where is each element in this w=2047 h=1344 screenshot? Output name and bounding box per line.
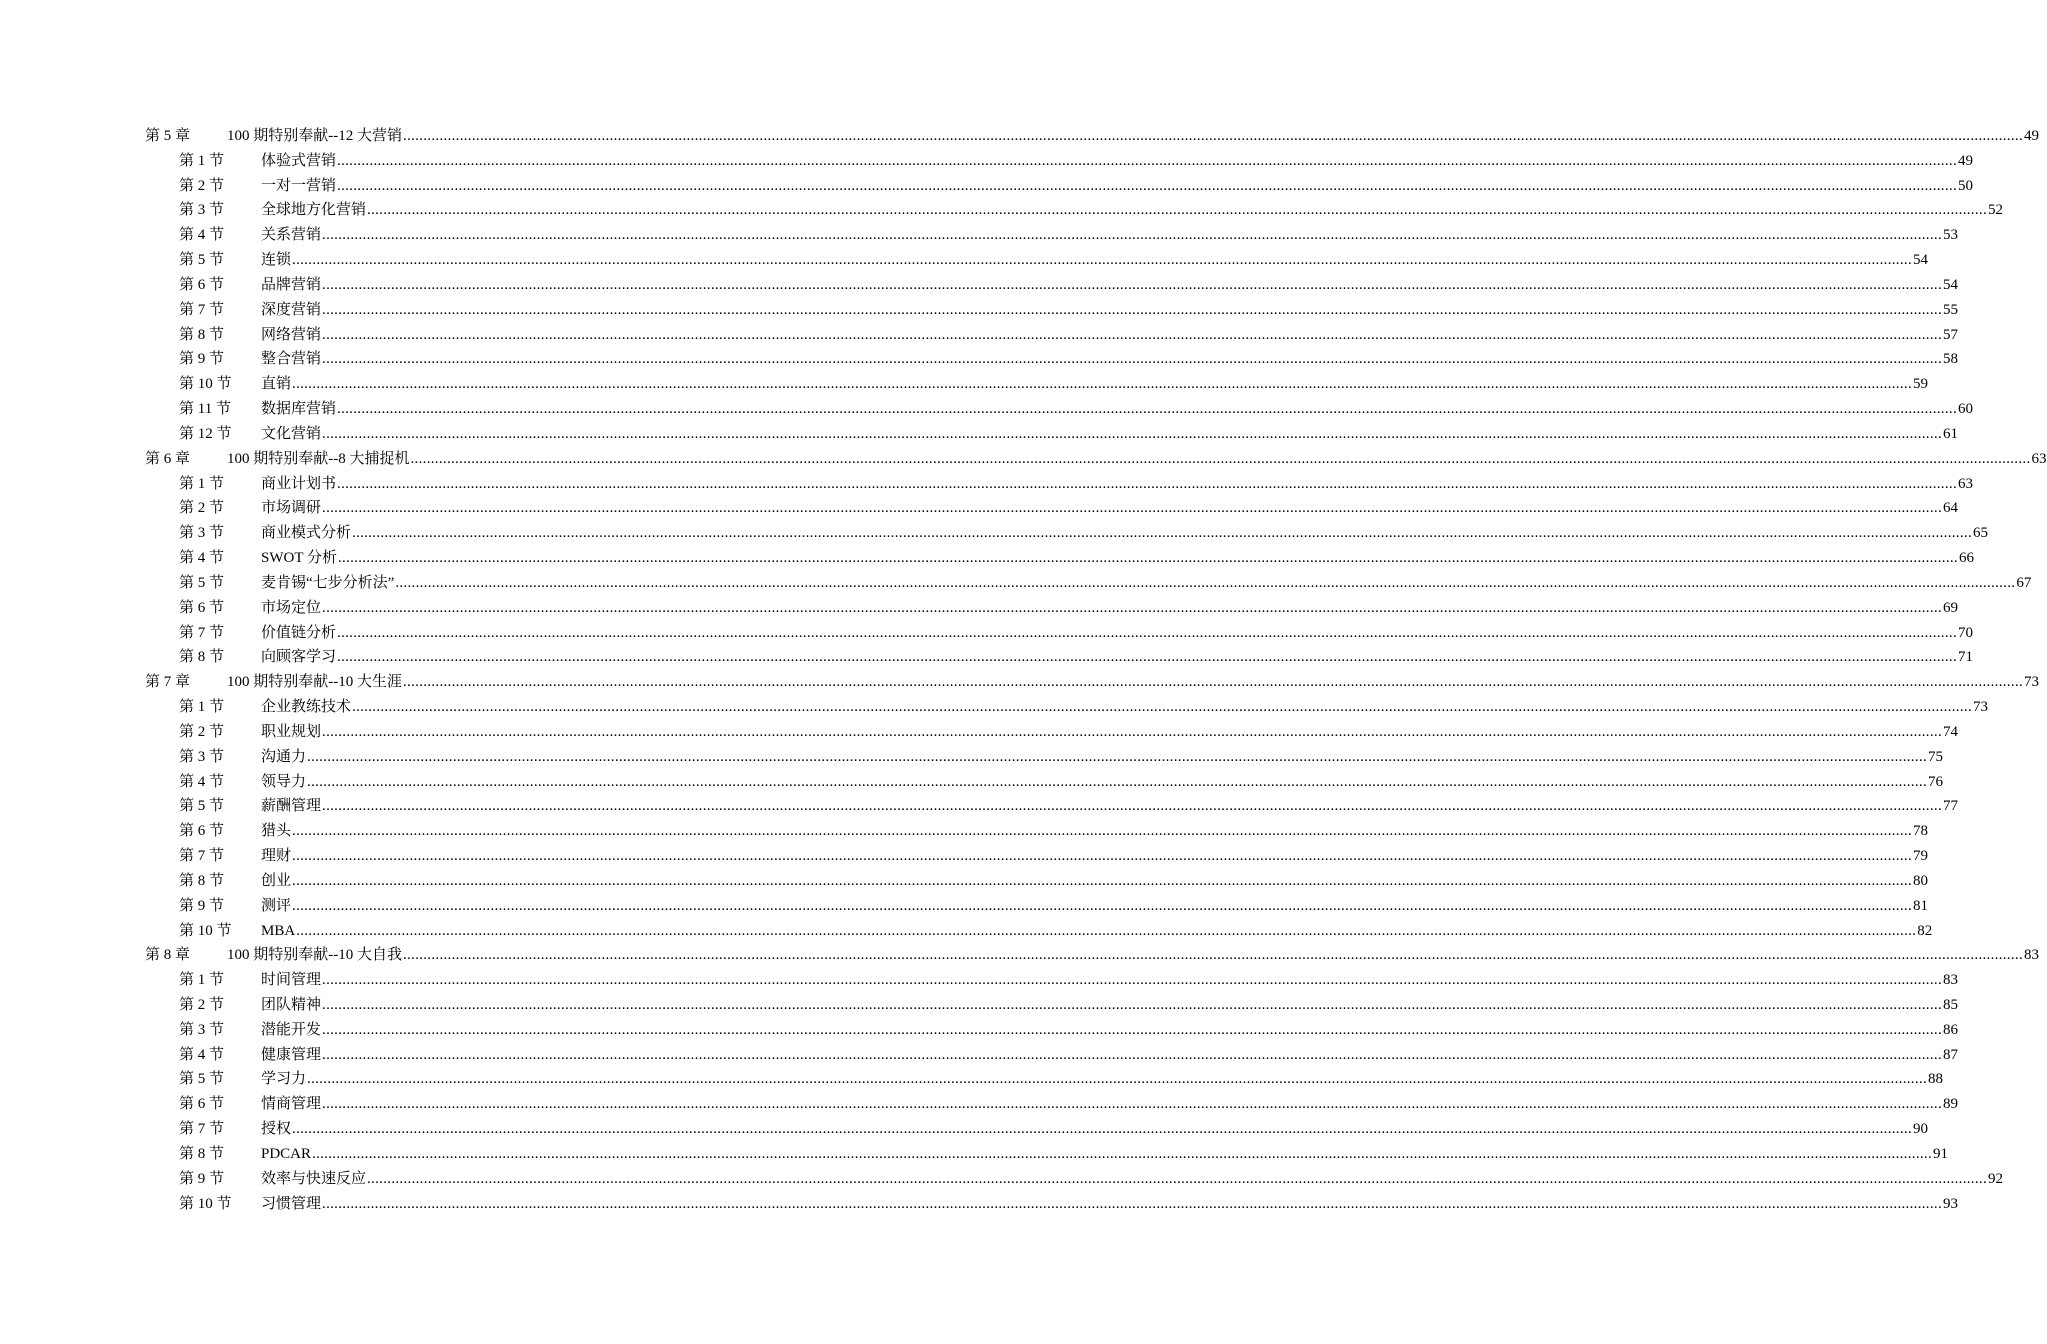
toc-section-entry bbox=[145, 596, 1959, 621]
toc-entry-number: 第 2 节 bbox=[179, 996, 225, 1013]
toc-entry-number: 第 2 节 bbox=[179, 177, 225, 194]
toc-entry-title: 深度营销 bbox=[261, 301, 322, 318]
toc-entry-page-number: 55 bbox=[1943, 301, 1959, 318]
dot-leader: ................................................................................................................................................................................................................................................................................................................................................................................................................ bbox=[403, 947, 2023, 964]
toc-entry-number: 第 8 节 bbox=[179, 1145, 225, 1162]
toc-entry-title: 沟通力 bbox=[261, 748, 307, 765]
toc-entry-title-line bbox=[261, 174, 1974, 199]
toc-entry-title-line bbox=[261, 248, 1929, 273]
toc-entry-number: 第 10 节 bbox=[179, 376, 232, 393]
toc-entry-number: 第 5 节 bbox=[179, 798, 225, 815]
toc-section-entry bbox=[145, 720, 1959, 745]
toc-section-entry bbox=[145, 1142, 1949, 1167]
toc-section-entry bbox=[145, 1092, 1959, 1117]
toc-entry-title-line bbox=[261, 496, 1959, 521]
dot-leader: ................................................................................................................................................................................................................................................................................................................................................................................................................ bbox=[410, 450, 2031, 467]
toc-entry-title: 关系营销 bbox=[261, 227, 322, 244]
toc-entry-page-number: 69 bbox=[1943, 599, 1959, 616]
toc-entry-title-line bbox=[261, 422, 1959, 447]
toc-entry-title-line bbox=[261, 223, 1959, 248]
toc-entry-number: 第 4 节 bbox=[179, 227, 225, 244]
dot-leader: ................................................................................................................................................................................................................................................................................................................................................................................................................ bbox=[367, 202, 1988, 219]
toc-entry-title: 100 期特别奉献--10 大自我 bbox=[227, 947, 402, 964]
toc-entry-page-number: 60 bbox=[1958, 401, 1974, 418]
toc-section-entry bbox=[145, 1167, 2004, 1192]
toc-entry-title-line bbox=[261, 1192, 1959, 1217]
toc-entry-title: 薪酬管理 bbox=[261, 798, 322, 815]
toc-entry-page-number: 92 bbox=[1988, 1170, 2004, 1187]
toc-entry-page-number: 57 bbox=[1943, 326, 1959, 343]
dot-leader: ................................................................................................................................................................................................................................................................................................................................................................................................................ bbox=[292, 872, 1913, 889]
toc-entry-page-number: 50 bbox=[1958, 177, 1974, 194]
toc-entry-page-number: 49 bbox=[1958, 152, 1974, 169]
dot-leader: ................................................................................................................................................................................................................................................................................................................................................................................................................ bbox=[337, 177, 1958, 194]
toc-section-entry bbox=[145, 174, 1974, 199]
dot-leader: ................................................................................................................................................................................................................................................................................................................................................................................................................ bbox=[307, 773, 1928, 790]
dot-leader: ................................................................................................................................................................................................................................................................................................................................................................................................................ bbox=[337, 624, 1958, 641]
toc-entry-title: 情商管理 bbox=[261, 1096, 322, 1113]
toc-section-entry bbox=[145, 968, 1959, 993]
toc-entry-number: 第 6 节 bbox=[179, 823, 225, 840]
toc-entry-title-line bbox=[261, 273, 1959, 298]
toc-entry-title: 学习力 bbox=[261, 1071, 307, 1088]
toc-entry-page-number: 85 bbox=[1943, 996, 1959, 1013]
toc-entry-title-line bbox=[261, 198, 2004, 223]
toc-section-entry bbox=[145, 273, 1959, 298]
toc-entry-title: 企业教练技术 bbox=[261, 699, 352, 716]
toc-entry-number: 第 1 节 bbox=[179, 972, 225, 989]
toc-section-entry bbox=[145, 496, 1959, 521]
toc-entry-page-number: 93 bbox=[1943, 1195, 1959, 1212]
toc-entry-title-line bbox=[227, 124, 2039, 149]
toc-entry-page-number: 66 bbox=[1958, 550, 1974, 567]
toc-entry-title: 连锁 bbox=[261, 252, 292, 269]
toc-entry-title: 全球地方化营销 bbox=[261, 202, 367, 219]
toc-entry-title-line bbox=[261, 596, 1959, 621]
toc-entry-title: 商业模式分析 bbox=[261, 525, 352, 542]
toc-chapter-entry bbox=[145, 447, 2047, 472]
toc-entry-page-number: 81 bbox=[1913, 897, 1929, 914]
dot-leader: ................................................................................................................................................................................................................................................................................................................................................................................................................ bbox=[337, 475, 1958, 492]
dot-leader: ................................................................................................................................................................................................................................................................................................................................................................................................................ bbox=[337, 550, 1958, 567]
toc-entry-number: 第 11 节 bbox=[179, 401, 231, 418]
toc-entry-title: 100 期特别奉献--10 大生涯 bbox=[227, 674, 402, 691]
toc-entry-page-number: 77 bbox=[1943, 798, 1959, 815]
dot-leader: ................................................................................................................................................................................................................................................................................................................................................................................................................ bbox=[292, 1121, 1913, 1138]
toc-section-entry bbox=[145, 1117, 1929, 1142]
toc-section-entry bbox=[145, 844, 1929, 869]
toc-entry-title: 市场定位 bbox=[261, 599, 322, 616]
toc-entry-title: 整合营销 bbox=[261, 351, 322, 368]
toc-entry-title-line bbox=[261, 794, 1959, 819]
toc-entry-page-number: 76 bbox=[1928, 773, 1944, 790]
dot-leader: ................................................................................................................................................................................................................................................................................................................................................................................................................ bbox=[322, 276, 1943, 293]
dot-leader: ................................................................................................................................................................................................................................................................................................................................................................................................................ bbox=[292, 897, 1913, 914]
dot-leader: ................................................................................................................................................................................................................................................................................................................................................................................................................ bbox=[322, 972, 1943, 989]
toc-entry-title: 一对一营销 bbox=[261, 177, 337, 194]
toc-section-entry bbox=[145, 372, 1929, 397]
dot-leader: ................................................................................................................................................................................................................................................................................................................................................................................................................ bbox=[322, 1195, 1943, 1212]
toc-entry-title-line bbox=[227, 670, 2039, 695]
toc-entry-page-number: 58 bbox=[1943, 351, 1959, 368]
toc-entry-title-line bbox=[261, 645, 1974, 670]
toc-section-entry bbox=[145, 745, 1944, 770]
dot-leader: ................................................................................................................................................................................................................................................................................................................................................................................................................ bbox=[322, 996, 1943, 1013]
toc-entry-page-number: 67 bbox=[2016, 574, 2032, 591]
toc-entry-title: 网络营销 bbox=[261, 326, 322, 343]
dot-leader: ................................................................................................................................................................................................................................................................................................................................................................................................................ bbox=[322, 1096, 1943, 1113]
dot-leader: ................................................................................................................................................................................................................................................................................................................................................................................................................ bbox=[307, 1071, 1928, 1088]
toc-section-entry bbox=[145, 521, 1989, 546]
toc-entry-title-line bbox=[261, 1018, 1959, 1043]
toc-entry-title: 文化营销 bbox=[261, 425, 322, 442]
toc-entry-page-number: 86 bbox=[1943, 1021, 1959, 1038]
toc-entry-title-line bbox=[261, 919, 1933, 944]
toc-section-entry bbox=[145, 223, 1959, 248]
toc-entry-title: 潜能开发 bbox=[261, 1021, 322, 1038]
toc-entry-number: 第 1 节 bbox=[179, 152, 225, 169]
toc-entry-title: 测评 bbox=[261, 897, 292, 914]
toc-section-entry bbox=[145, 248, 1929, 273]
toc-entry-title-line bbox=[261, 149, 1974, 174]
toc-section-entry bbox=[145, 571, 2032, 596]
toc-entry-page-number: 63 bbox=[1958, 475, 1974, 492]
toc-entry-page-number: 73 bbox=[2024, 674, 2039, 691]
dot-leader: ................................................................................................................................................................................................................................................................................................................................................................................................................ bbox=[292, 252, 1913, 269]
toc-entry-title: 100 期特别奉献--8 大捕捉机 bbox=[227, 450, 410, 467]
toc-section-entry bbox=[145, 323, 1959, 348]
toc-entry-title-line bbox=[261, 1167, 2004, 1192]
toc-entry-page-number: 54 bbox=[1913, 252, 1929, 269]
toc-section-entry bbox=[145, 695, 1989, 720]
toc-entry-number: 第 8 节 bbox=[179, 872, 225, 889]
toc-entry-number: 第 9 节 bbox=[179, 1170, 225, 1187]
toc-entry-title-line bbox=[261, 621, 1974, 646]
toc-entry-title: 数据库营销 bbox=[261, 401, 337, 418]
toc-section-entry bbox=[145, 1067, 1944, 1092]
toc-entry-number: 第 7 节 bbox=[179, 301, 225, 318]
toc-entry-page-number: 61 bbox=[1943, 425, 1959, 442]
toc-entry-number: 第 5 章 bbox=[145, 128, 191, 144]
toc-entry-title-line bbox=[261, 546, 1974, 571]
toc-entry-number: 第 7 节 bbox=[179, 624, 225, 641]
toc-entry-title-line bbox=[261, 397, 1974, 422]
toc-entry-title: 职业规划 bbox=[261, 723, 322, 740]
toc-entry-page-number: 71 bbox=[1958, 649, 1974, 666]
toc-section-entry bbox=[145, 819, 1929, 844]
toc-entry-title: SWOT 分析 bbox=[261, 550, 337, 567]
toc-entry-title: 直销 bbox=[261, 376, 292, 393]
toc-entry-number: 第 2 节 bbox=[179, 500, 225, 517]
toc-section-entry bbox=[145, 645, 1974, 670]
toc-entry-title: 麦肯锡“七步分析法” bbox=[261, 574, 395, 591]
toc-entry-title-line bbox=[261, 1117, 1929, 1142]
toc-entry-page-number: 82 bbox=[1917, 922, 1933, 939]
toc-entry-title: 猎头 bbox=[261, 823, 292, 840]
toc-entry-title: 向顾客学习 bbox=[261, 649, 337, 666]
toc-entry-number: 第 7 章 bbox=[145, 674, 191, 691]
toc-entry-page-number: 89 bbox=[1943, 1096, 1959, 1113]
dot-leader: ................................................................................................................................................................................................................................................................................................................................................................................................................ bbox=[322, 500, 1943, 517]
toc-entry-number: 第 8 节 bbox=[179, 649, 225, 666]
toc-entry-title: 100 期特别奉献--12 大营销 bbox=[227, 128, 402, 144]
toc-section-entry bbox=[145, 1043, 1959, 1068]
toc-entry-title-line bbox=[261, 372, 1929, 397]
toc-entry-title: 品牌营销 bbox=[261, 276, 322, 293]
toc-section-entry bbox=[145, 397, 1974, 422]
toc-chapter-entry bbox=[145, 124, 2039, 149]
dot-leader: ................................................................................................................................................................................................................................................................................................................................................................................................................ bbox=[352, 525, 1973, 542]
toc-entry-page-number: 87 bbox=[1943, 1046, 1959, 1063]
toc-entry-number: 第 3 节 bbox=[179, 202, 225, 219]
toc-entry-title-line bbox=[261, 521, 1989, 546]
toc-entry-number: 第 3 节 bbox=[179, 1021, 225, 1038]
toc-entry-number: 第 1 节 bbox=[179, 699, 225, 716]
dot-leader: ................................................................................................................................................................................................................................................................................................................................................................................................................ bbox=[322, 723, 1943, 740]
toc-entry-title: 价值链分析 bbox=[261, 624, 337, 641]
toc-entry-page-number: 49 bbox=[2024, 128, 2039, 144]
dot-leader: ................................................................................................................................................................................................................................................................................................................................................................................................................ bbox=[367, 1170, 1988, 1187]
toc-entry-number: 第 8 章 bbox=[145, 947, 191, 964]
toc-entry-number: 第 5 节 bbox=[179, 252, 225, 269]
toc-section-entry bbox=[145, 770, 1944, 795]
toc-entry-title: PDCAR bbox=[261, 1145, 312, 1162]
toc-entry-title: 市场调研 bbox=[261, 500, 322, 517]
toc-section-entry bbox=[145, 869, 1929, 894]
toc-entry-title: 习惯管理 bbox=[261, 1195, 322, 1212]
toc-entry-page-number: 80 bbox=[1913, 872, 1929, 889]
toc-entry-title: 效率与快速反应 bbox=[261, 1170, 367, 1187]
dot-leader: ................................................................................................................................................................................................................................................................................................................................................................................................................ bbox=[292, 848, 1913, 865]
toc-entry-number: 第 9 节 bbox=[179, 897, 225, 914]
dot-leader: ................................................................................................................................................................................................................................................................................................................................................................................................................ bbox=[322, 301, 1943, 318]
toc-entry-number: 第 4 节 bbox=[179, 773, 225, 790]
toc-section-entry bbox=[145, 347, 1959, 372]
dot-leader: ................................................................................................................................................................................................................................................................................................................................................................................................................ bbox=[322, 351, 1943, 368]
toc-entry-number: 第 10 节 bbox=[179, 1195, 232, 1212]
toc-entry-number: 第 5 节 bbox=[179, 1071, 225, 1088]
dot-leader: ................................................................................................................................................................................................................................................................................................................................................................................................................ bbox=[337, 152, 1958, 169]
toc-entry-page-number: 75 bbox=[1928, 748, 1944, 765]
toc-entry-number: 第 6 章 bbox=[145, 450, 191, 467]
toc-entry-title: 团队精神 bbox=[261, 996, 322, 1013]
dot-leader: ................................................................................................................................................................................................................................................................................................................................................................................................................ bbox=[312, 1145, 1933, 1162]
dot-leader: ................................................................................................................................................................................................................................................................................................................................................................................................................ bbox=[322, 1021, 1943, 1038]
toc-entry-title-line bbox=[261, 720, 1959, 745]
toc-entry-page-number: 52 bbox=[1988, 202, 2004, 219]
toc-entry-number: 第 3 节 bbox=[179, 525, 225, 542]
dot-leader: ................................................................................................................................................................................................................................................................................................................................................................................................................ bbox=[337, 649, 1958, 666]
toc-section-entry bbox=[145, 422, 1959, 447]
toc-entry-page-number: 88 bbox=[1928, 1071, 1944, 1088]
toc-entry-number: 第 1 节 bbox=[179, 475, 225, 492]
dot-leader: ................................................................................................................................................................................................................................................................................................................................................................................................................ bbox=[322, 798, 1943, 815]
dot-leader: ................................................................................................................................................................................................................................................................................................................................................................................................................ bbox=[292, 823, 1913, 840]
dot-leader: ................................................................................................................................................................................................................................................................................................................................................................................................................ bbox=[352, 699, 1973, 716]
toc-entry-number: 第 7 节 bbox=[179, 848, 225, 865]
dot-leader: ................................................................................................................................................................................................................................................................................................................................................................................................................ bbox=[322, 326, 1943, 343]
toc-entry-number: 第 4 节 bbox=[179, 550, 225, 567]
toc-section-entry bbox=[145, 149, 1974, 174]
toc-entry-title: 体验式营销 bbox=[261, 152, 337, 169]
toc-entry-page-number: 91 bbox=[1933, 1145, 1949, 1162]
dot-leader: ................................................................................................................................................................................................................................................................................................................................................................................................................ bbox=[403, 128, 2023, 144]
table-of-contents bbox=[145, 124, 2047, 1216]
toc-entry-title-line bbox=[227, 943, 2039, 968]
toc-entry-page-number: 53 bbox=[1943, 227, 1959, 244]
toc-entry-title-line bbox=[261, 1043, 1959, 1068]
toc-entry-page-number: 74 bbox=[1943, 723, 1959, 740]
toc-entry-title-line bbox=[261, 819, 1929, 844]
toc-entry-page-number: 90 bbox=[1913, 1121, 1929, 1138]
toc-entry-title-line bbox=[227, 447, 2047, 472]
toc-entry-title: 时间管理 bbox=[261, 972, 322, 989]
dot-leader: ................................................................................................................................................................................................................................................................................................................................................................................................................ bbox=[395, 574, 2016, 591]
toc-entry-title-line bbox=[261, 745, 1944, 770]
dot-leader: ................................................................................................................................................................................................................................................................................................................................................................................................................ bbox=[322, 1046, 1943, 1063]
toc-section-entry bbox=[145, 472, 1974, 497]
toc-entry-title: 领导力 bbox=[261, 773, 307, 790]
toc-section-entry bbox=[145, 621, 1974, 646]
toc-entry-title-line bbox=[261, 844, 1929, 869]
toc-section-entry bbox=[145, 919, 1933, 944]
toc-entry-title: MBA bbox=[261, 922, 296, 939]
toc-entry-title-line bbox=[261, 770, 1944, 795]
toc-section-entry bbox=[145, 298, 1959, 323]
toc-entry-page-number: 70 bbox=[1958, 624, 1974, 641]
toc-entry-number: 第 7 节 bbox=[179, 1121, 225, 1138]
toc-entry-number: 第 10 节 bbox=[179, 922, 232, 939]
dot-leader: ................................................................................................................................................................................................................................................................................................................................................................................................................ bbox=[292, 376, 1913, 393]
toc-entry-page-number: 78 bbox=[1913, 823, 1929, 840]
dot-leader: ................................................................................................................................................................................................................................................................................................................................................................................................................ bbox=[296, 922, 1917, 939]
dot-leader: ................................................................................................................................................................................................................................................................................................................................................................................................................ bbox=[337, 401, 1958, 418]
toc-entry-page-number: 83 bbox=[1943, 972, 1959, 989]
toc-entry-page-number: 54 bbox=[1943, 276, 1959, 293]
toc-section-entry bbox=[145, 1192, 1959, 1217]
toc-entry-number: 第 2 节 bbox=[179, 723, 225, 740]
toc-entry-title-line bbox=[261, 1092, 1959, 1117]
toc-entry-number: 第 9 节 bbox=[179, 351, 225, 368]
toc-entry-title-line bbox=[261, 968, 1959, 993]
toc-entry-page-number: 64 bbox=[1943, 500, 1959, 517]
toc-section-entry bbox=[145, 993, 1959, 1018]
toc-entry-number: 第 5 节 bbox=[179, 574, 225, 591]
toc-entry-title-line bbox=[261, 894, 1929, 919]
toc-entry-number: 第 8 节 bbox=[179, 326, 225, 343]
dot-leader: ................................................................................................................................................................................................................................................................................................................................................................................................................ bbox=[322, 425, 1943, 442]
toc-entry-page-number: 83 bbox=[2024, 947, 2039, 964]
toc-section-entry bbox=[145, 1018, 1959, 1043]
toc-entry-title-line bbox=[261, 695, 1989, 720]
toc-entry-title-line bbox=[261, 993, 1959, 1018]
toc-entry-title-line bbox=[261, 1142, 1949, 1167]
toc-entry-title: 创业 bbox=[261, 872, 292, 889]
toc-entry-page-number: 65 bbox=[1973, 525, 1989, 542]
toc-entry-title: 健康管理 bbox=[261, 1046, 322, 1063]
toc-entry-title-line bbox=[261, 869, 1929, 894]
toc-entry-title-line bbox=[261, 347, 1959, 372]
toc-entry-page-number: 63 bbox=[2031, 450, 2047, 467]
toc-entry-number: 第 6 节 bbox=[179, 276, 225, 293]
toc-entry-title: 授权 bbox=[261, 1121, 292, 1138]
toc-section-entry bbox=[145, 894, 1929, 919]
toc-entry-title-line bbox=[261, 1067, 1944, 1092]
dot-leader: ................................................................................................................................................................................................................................................................................................................................................................................................................ bbox=[322, 227, 1943, 244]
dot-leader: ................................................................................................................................................................................................................................................................................................................................................................................................................ bbox=[322, 599, 1943, 616]
toc-entry-number: 第 4 节 bbox=[179, 1046, 225, 1063]
toc-chapter-entry bbox=[145, 943, 2039, 968]
toc-section-entry bbox=[145, 794, 1959, 819]
toc-entry-number: 第 6 节 bbox=[179, 1096, 225, 1113]
toc-entry-page-number: 79 bbox=[1913, 848, 1929, 865]
toc-chapter-entry bbox=[145, 670, 2039, 695]
toc-entry-number: 第 3 节 bbox=[179, 748, 225, 765]
toc-entry-number: 第 12 节 bbox=[179, 425, 232, 442]
toc-entry-title: 理财 bbox=[261, 848, 292, 865]
toc-entry-title: 商业计划书 bbox=[261, 475, 337, 492]
toc-section-entry bbox=[145, 198, 2004, 223]
toc-entry-title-line bbox=[261, 571, 2032, 596]
toc-section-entry bbox=[145, 546, 1974, 571]
toc-entry-number: 第 6 节 bbox=[179, 599, 225, 616]
dot-leader: ................................................................................................................................................................................................................................................................................................................................................................................................................ bbox=[403, 674, 2023, 691]
toc-entry-title-line bbox=[261, 298, 1959, 323]
toc-entry-page-number: 59 bbox=[1913, 376, 1929, 393]
toc-entry-title-line bbox=[261, 472, 1974, 497]
toc-entry-page-number: 73 bbox=[1973, 699, 1989, 716]
dot-leader: ................................................................................................................................................................................................................................................................................................................................................................................................................ bbox=[307, 748, 1928, 765]
toc-entry-title-line bbox=[261, 323, 1959, 348]
